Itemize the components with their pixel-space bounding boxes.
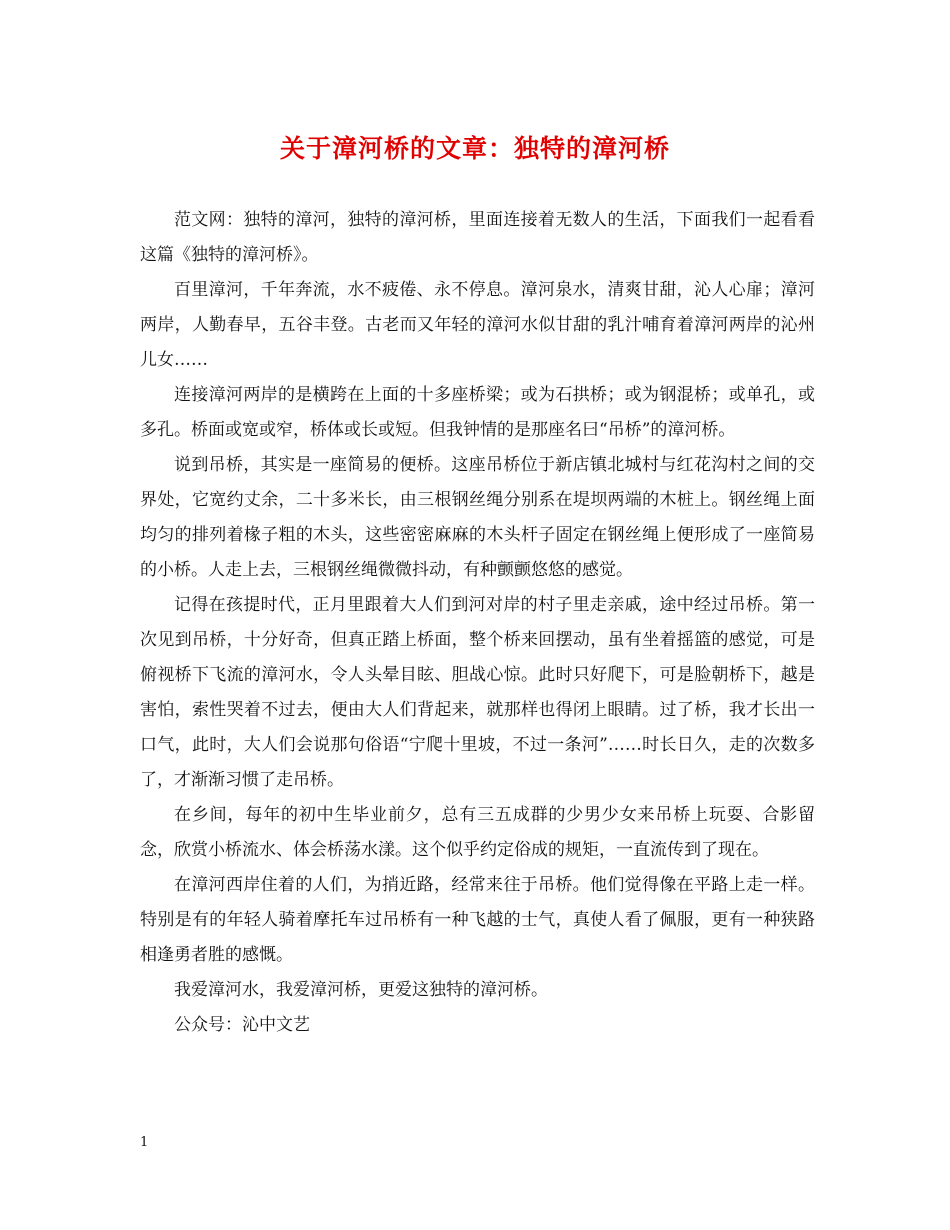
paragraph: 连接漳河两岸的是横跨在上面的十多座桥梁；或为石拱桥；或为钢混桥；或单孔，或多孔。桥面或宽或窄，桥体或长或短。但我钟情的是那座名曰“吊桥”的漳河桥。 xyxy=(140,385,815,440)
paragraph: 范文网：独特的漳河，独特的漳河桥，里面连接着无数人的生活，下面我们一起看看这篇《独特的漳河桥》。 xyxy=(140,210,815,265)
paragraph: 公众号：沁中文艺 xyxy=(174,1015,310,1035)
page-number: 1 xyxy=(140,1135,149,1150)
paragraph: 百里漳河，千年奔流，水不疲倦、永不停息。漳河泉水，清爽甘甜，沁人心扉；漳河两岸，人勤春早，五谷丰登。古老而又年轻的漳河水似甘甜的乳汁哺育着漳河两岸的沁州儿女…… xyxy=(140,280,815,370)
paragraph: 在漳河西岸住着的人们，为捎近路，经常来往于吊桥。他们觉得像在平路上走一样。特别是有的年轻人骑着摩托车过吊桥有一种飞越的士气，真使人看了佩服，更有一种狭路相逢勇者胜的感慨。 xyxy=(140,875,815,965)
document-title: 关于漳河桥的文章：独特的漳河桥 xyxy=(279,134,670,163)
paragraph: 在乡间，每年的初中生毕业前夕，总有三五成群的少男少女来吊桥上玩耍、合影留念，欣赏小桥流水、体会桥荡水漾。这个似乎约定俗成的规矩，一直流传到了现在。 xyxy=(140,805,815,860)
paragraph: 我爱漳河水，我爱漳河桥，更爱这独特的漳河桥。 xyxy=(174,980,548,1000)
paragraph: 说到吊桥，其实是一座简易的便桥。这座吊桥位于新店镇北城村与红花沟村之间的交界处，它宽约丈余，二十多米长，由三根钢丝绳分别系在堤坝两端的木桩上。钢丝绳上面均匀的排列着椽子粗的木头，这些密密麻麻的木头杆子固定在钢丝绳上便形成了一座简易的小桥。人走上去，三根钢丝绳微微抖动，有种颤颤悠悠的感觉。 xyxy=(140,455,815,580)
document-body xyxy=(140,203,815,1043)
paragraph: 记得在孩提时代，正月里跟着大人们到河对岸的村子里走亲戚，途中经过吊桥。第一次见到吊桥，十分好奇，但真正踏上桥面，整个桥来回摆动，虽有坐着摇篮的感觉，可是俯视桥下飞流的漳河水，令人头晕目眩、胆战心惊。此时只好爬下，可是脸朝桥下，越是害怕，索性哭着不过去，便由大人们背起来，就那样也得闭上眼睛。过了桥，我才长出一口气，此时，大人们会说那句俗语“宁爬十里坡，不过一条河”……时长日久，走的次数多了，才渐渐习惯了走吊桥。 xyxy=(140,595,815,790)
